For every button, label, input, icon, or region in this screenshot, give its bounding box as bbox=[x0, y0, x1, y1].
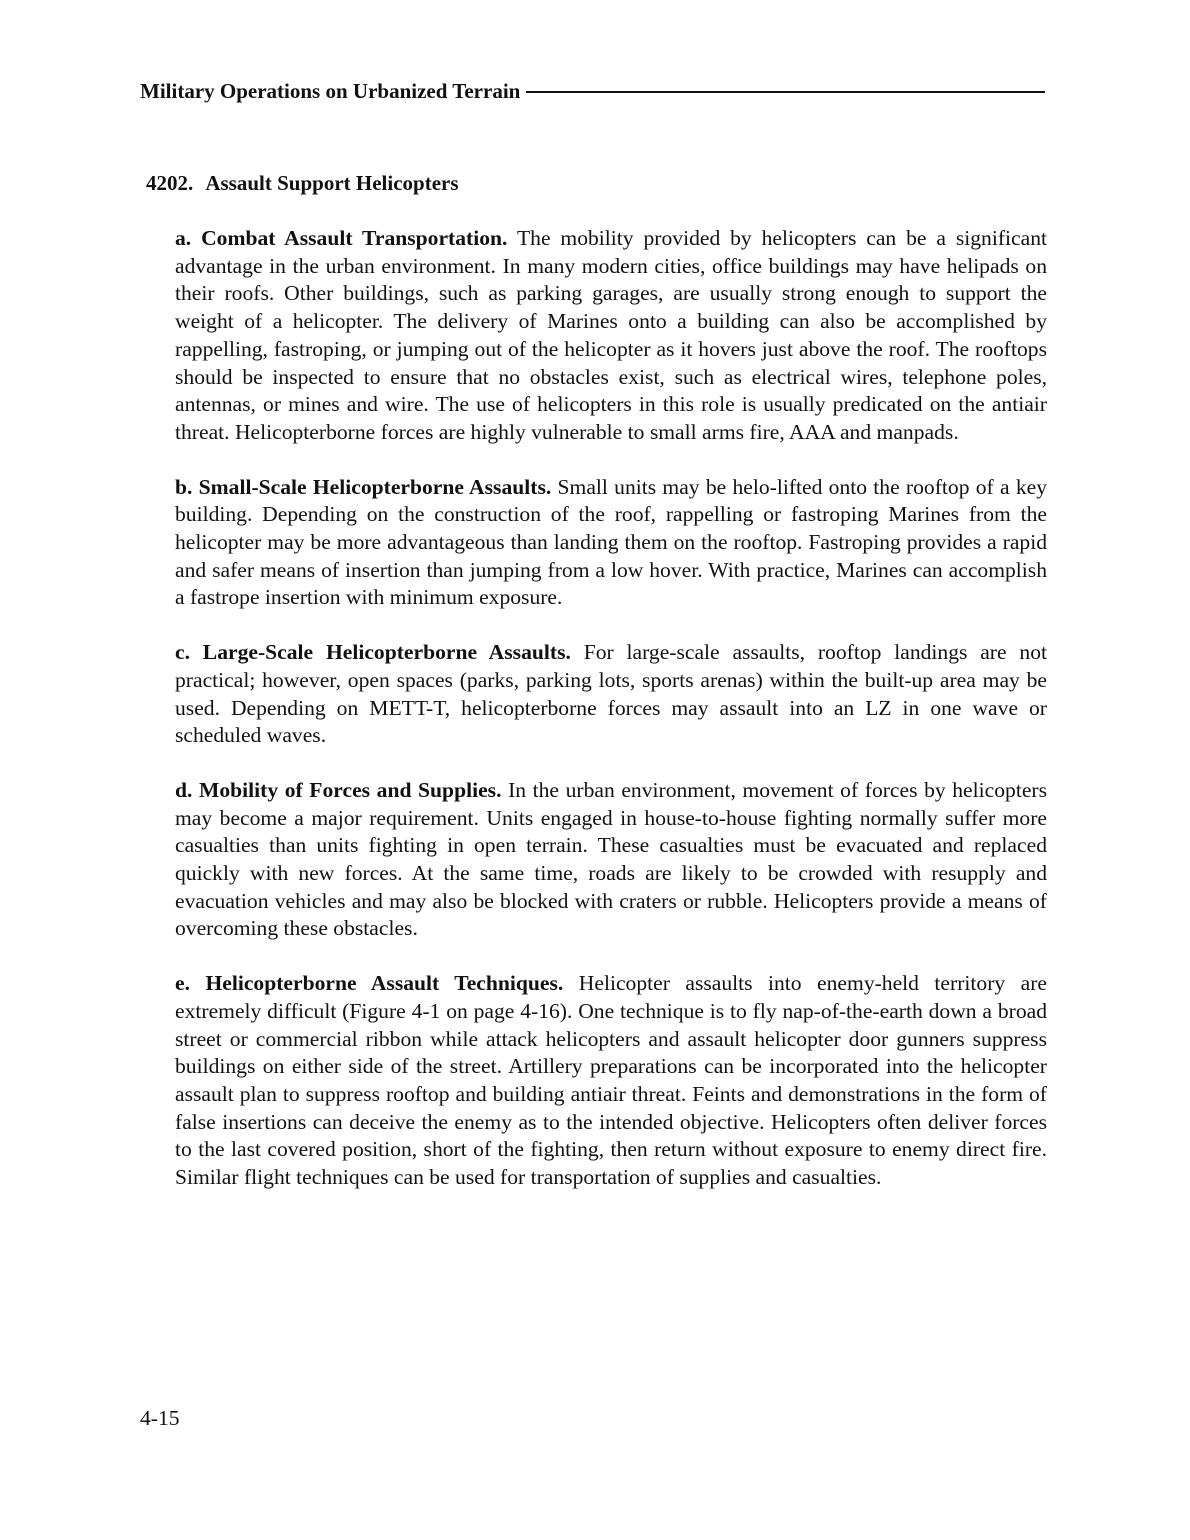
paragraph-lead: b. Small-Scale Helicopterborne Assaults. bbox=[175, 474, 552, 499]
paragraph-lead: c. Large-Scale Helicopterborne Assaults. bbox=[175, 640, 571, 665]
paragraph-text: The mobility provided by helicopters can be a significant advantage in the urban environment. In many modern cities, office buildings may have helipads on their roofs. Other buildings, such as parking garages, are usually strong enough to support the weight of a helicopter. The delivery of Marines onto a building can also be accomplished by rappelling, fastroping, or jumping out of the helicopter as it hovers just above the roof. The rooftops should be inspected to ensure that no obstacles exist, such as electrical wires, telephone poles, antennas, or mines and wire. The use of helicopters in this role is usually predicated on the antiair threat. Helicopterborne forces are highly vulnerable to small arms fire, AAA and manpads. bbox=[175, 226, 1048, 444]
paragraph-text: Small units may be helo-lifted onto the rooftop of a key building. Depending on the construction of the roof, rappelling or fastroping Marines from the helicopter may be more advantageous than landing them on the rooftop. Fastroping provides a rapid and safer means of insertion than jumping from a low hover. With practice, Marines can accomplish a fastrope insertion with minimum exposure. bbox=[175, 474, 1047, 610]
paragraph-lead: a. Combat Assault Transportation. bbox=[175, 226, 508, 250]
section-title: Assault Support Helicopters bbox=[205, 171, 459, 195]
paragraph-combat-assault-transportation bbox=[175, 225, 1047, 447]
paragraph-text: In the urban environment, movement of forces by helicopters may become a major requirement. Units engaged in house-to-house fighting normally suffer more casualties than units fighting in open terrain. These casualties must be evacuated and replaced quickly with new forces. At the same time, roads are likely to be crowded with resupply and evacuation vehicles and may also be blocked with craters or rubble. Helicopters provide a means of overcoming these obstacles. bbox=[175, 777, 1047, 941]
header-rule bbox=[526, 91, 1045, 93]
body-text bbox=[175, 225, 1047, 1219]
paragraph-large-scale-assaults bbox=[175, 639, 1047, 750]
paragraph-text: For large-scale assaults, rooftop landings are not practical; however, open spaces (parks, parking lots, sports arenas) within the built-up area may be used. Depending on METT-T, helicopterborne forces may assault into an LZ in one wave or scheduled waves. bbox=[175, 640, 1047, 748]
section-number: 4202. bbox=[146, 171, 194, 195]
page-number: 4-15 bbox=[140, 1406, 180, 1430]
paragraph-assault-techniques bbox=[175, 970, 1047, 1192]
paragraph-text: Helicopter assaults into enemy-held territory are extremely difficult (Figure 4-1 on page 4-16). One technique is to fly nap-of-the-earth down a broad street or commercial ribbon while attack helicopters and assault helicopter door gunners suppress buildings on either side of the street. Artillery preparations can be incorporated into the helicopter assault plan to suppress rooftop and building antiair threat. Feints and demonstrations in the form of false insertions can deceive the enemy as to the intended objective. Helicopters often deliver forces to the last covered position, short of the fighting, then return without exposure to enemy direct fire. Similar flight techniques can be used for transportation of supplies and casualties. bbox=[175, 971, 1048, 1190]
paragraph-small-scale-assaults bbox=[175, 474, 1047, 613]
paragraph-mobility-forces-supplies bbox=[175, 777, 1047, 943]
paragraph-lead: d. Mobility of Forces and Supplies. bbox=[175, 777, 502, 802]
running-header-title: Military Operations on Urbanized Terrain bbox=[140, 79, 521, 103]
section-heading bbox=[146, 171, 459, 195]
running-header bbox=[140, 79, 1045, 103]
paragraph-lead: e. Helicopterborne Assault Techniques. bbox=[175, 971, 564, 996]
